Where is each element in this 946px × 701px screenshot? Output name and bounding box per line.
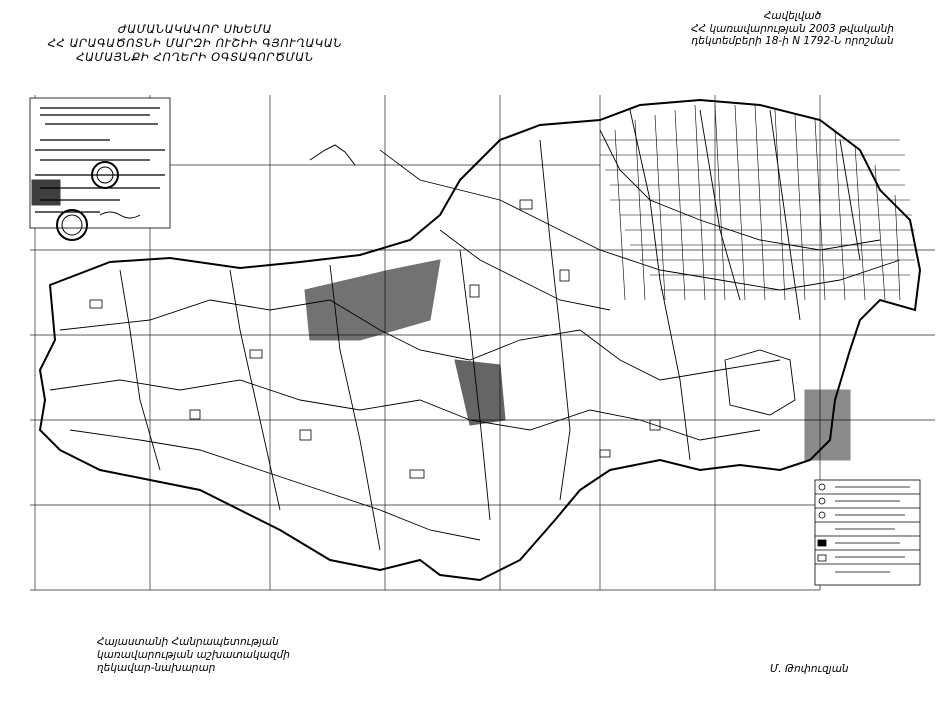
official-stamps (30, 98, 170, 240)
signatory-name: Մ. Թոփուզյան (770, 663, 849, 675)
scattered-plots (90, 200, 660, 478)
peak-symbol (310, 145, 355, 165)
signature-line-1: Հայաստանի Հանրապետության (97, 636, 279, 648)
signature-line-3: ղեկավար-նախարար (97, 662, 216, 674)
approval-line-2: ՀՀ կառավարության 2003 թվականի (691, 22, 894, 35)
map-legend (815, 480, 920, 585)
signature-line-2: կառավարության աշխատակազմի (97, 649, 290, 661)
title-line-2: ՀՀ ԱՐԱԳԱԾՈՏՆԻ ՄԱՐԶԻ ՈՒՇԻԻ ԳՅՈՒՂԱԿԱՆ (47, 36, 343, 50)
title-line-3: ՀԱՄԱՅՆՔԻ ՀՈՂԵՐԻ ՕԳՏԱԳՈՐԾՄԱՆ (76, 50, 314, 64)
land-parcels (50, 110, 900, 550)
community-boundary (40, 100, 920, 580)
approval-line-1: Հավելված (763, 10, 822, 22)
title-line-1: ԺԱՄԱՆԱԿԱՎՈՐ ՍԽԵՄԱ (117, 22, 273, 36)
approval-line-3: դեկտեմբերի 18-ի N 1792-Ն որոշման (691, 35, 894, 47)
signature-block (97, 636, 290, 675)
inset-box (725, 350, 795, 415)
